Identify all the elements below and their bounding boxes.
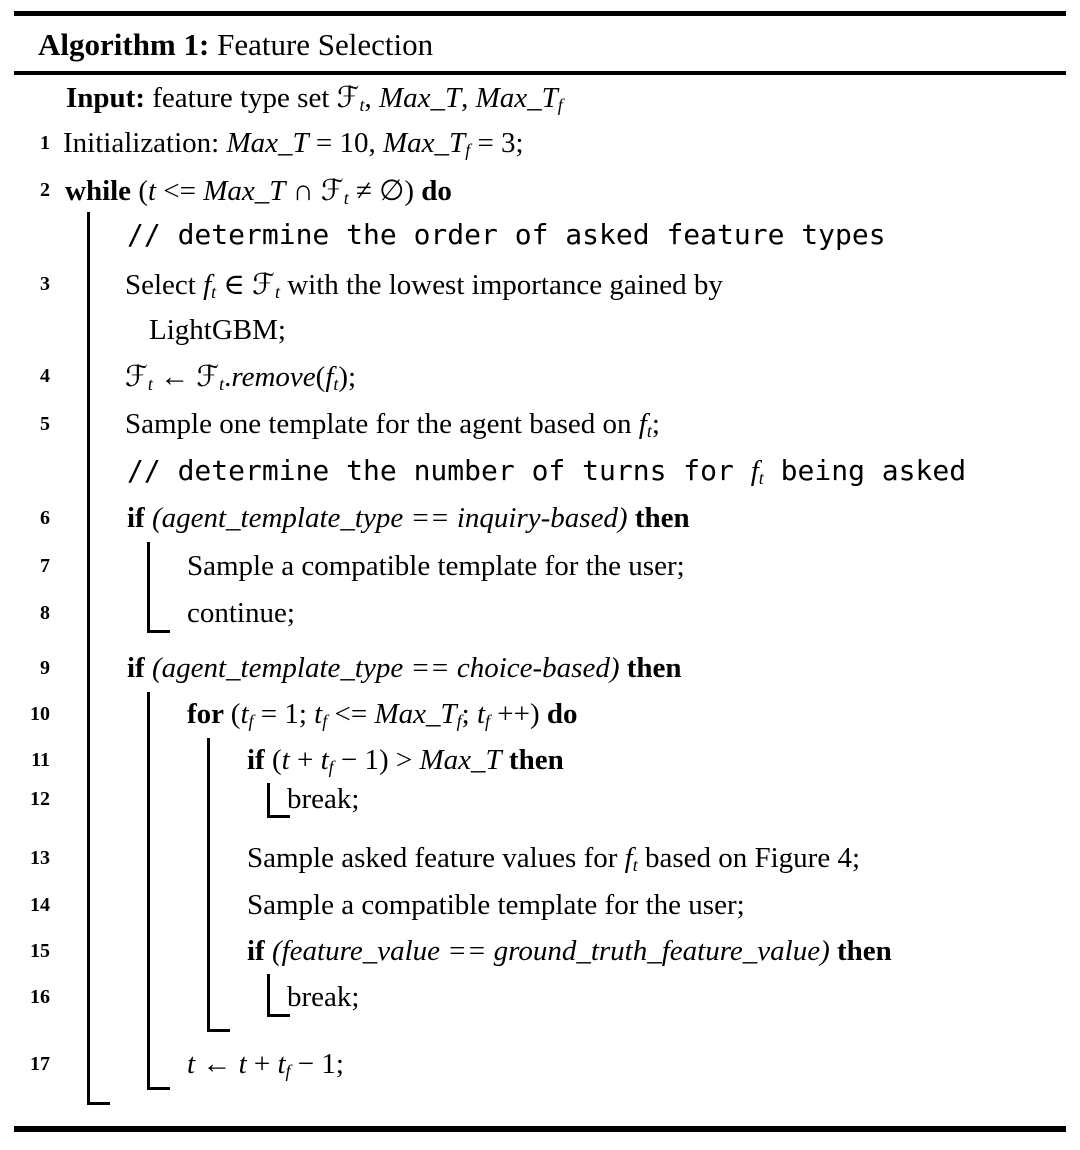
line-number: 16 [30, 986, 50, 1008]
line-number: 10 [30, 703, 50, 725]
line-number: 14 [30, 894, 50, 916]
line-number: 4 [40, 365, 50, 387]
algorithm-line-aux [0, 218, 1080, 252]
line-content: Select ft ∈ ℱt with the lowest importance gained by [125, 267, 723, 302]
line-content: if (t + tf − 1) > Max_T then [247, 744, 564, 777]
line-number: 6 [40, 507, 50, 529]
line-content: break; [287, 981, 360, 1013]
algorithm-line-8 [0, 596, 1080, 630]
line-content: Sample a compatible template for the user; [187, 550, 685, 582]
line-content: Input: feature type set ℱt, Max_T, Max_Tf [66, 80, 563, 115]
line-number: 11 [31, 749, 50, 771]
algorithm-label: Algorithm 1: [38, 27, 210, 62]
line-content: if (agent_template_type == choice-based) then [127, 652, 682, 684]
line-content: if (agent_template_type == inquiry-based) then [127, 502, 690, 534]
line-number: 9 [40, 657, 50, 679]
line-number: 3 [40, 273, 50, 295]
line-content: // determine the order of asked feature types [127, 218, 886, 251]
algorithm-line-12 [0, 782, 1080, 816]
line-content: Initialization: Max_T = 10, Max_Tf = 3; [63, 127, 524, 160]
algorithm-line-9 [0, 651, 1080, 685]
line-content: for (tf = 1; tf <= Max_Tf; tf ++) do [187, 698, 578, 731]
algorithm-line-14 [0, 888, 1080, 922]
line-content: LightGBM; [149, 314, 286, 346]
line-number: 7 [40, 555, 50, 577]
algorithm-line-aux [0, 313, 1080, 347]
algorithm-line-16 [0, 980, 1080, 1014]
line-content: if (feature_value == ground_truth_feature_value) then [247, 935, 892, 967]
algorithm-line-15 [0, 934, 1080, 968]
algorithm-line-13 [0, 841, 1080, 875]
line-content: Sample one template for the agent based on ft; [125, 408, 660, 441]
line-content: ℱt ← ℱt.remove(ft); [125, 359, 357, 394]
line-content: Sample asked feature values for ft based on Figure 4; [247, 842, 861, 875]
line-content: t ← t + tf − 1; [187, 1048, 344, 1081]
line-number: 13 [30, 847, 50, 869]
algorithm-line-3 [0, 267, 1080, 301]
algorithm-line-6 [0, 501, 1080, 535]
algorithm-title: Feature Selection [209, 27, 434, 62]
line-content: continue; [187, 597, 295, 629]
line-content: // determine the number of turns for ft being asked [127, 454, 967, 488]
bottom-rule [14, 1126, 1066, 1132]
line-content: Sample a compatible template for the user; [247, 889, 745, 921]
line-number: 5 [40, 413, 50, 435]
algorithm-line-7 [0, 549, 1080, 583]
algorithm-line-5 [0, 407, 1080, 441]
algorithm-line-10 [0, 697, 1080, 731]
line-content: while (t <= Max_T ∩ ℱt ≠ ∅) do [65, 173, 452, 208]
algorithm-line-17 [0, 1047, 1080, 1081]
algorithm-line-4 [0, 359, 1080, 393]
algorithm-line-1 [0, 126, 1080, 160]
line-number: 17 [30, 1053, 50, 1075]
line-number: 8 [40, 602, 50, 624]
algorithm-line-aux [0, 454, 1080, 488]
line-number: 2 [40, 179, 50, 201]
line-number: 15 [30, 940, 50, 962]
algorithm-line-aux [0, 80, 1080, 114]
line-number: 1 [40, 132, 50, 154]
algorithm-line-11 [0, 743, 1080, 777]
line-number: 12 [30, 788, 50, 810]
line-content: break; [287, 783, 360, 815]
algorithm-line-2 [0, 173, 1080, 207]
